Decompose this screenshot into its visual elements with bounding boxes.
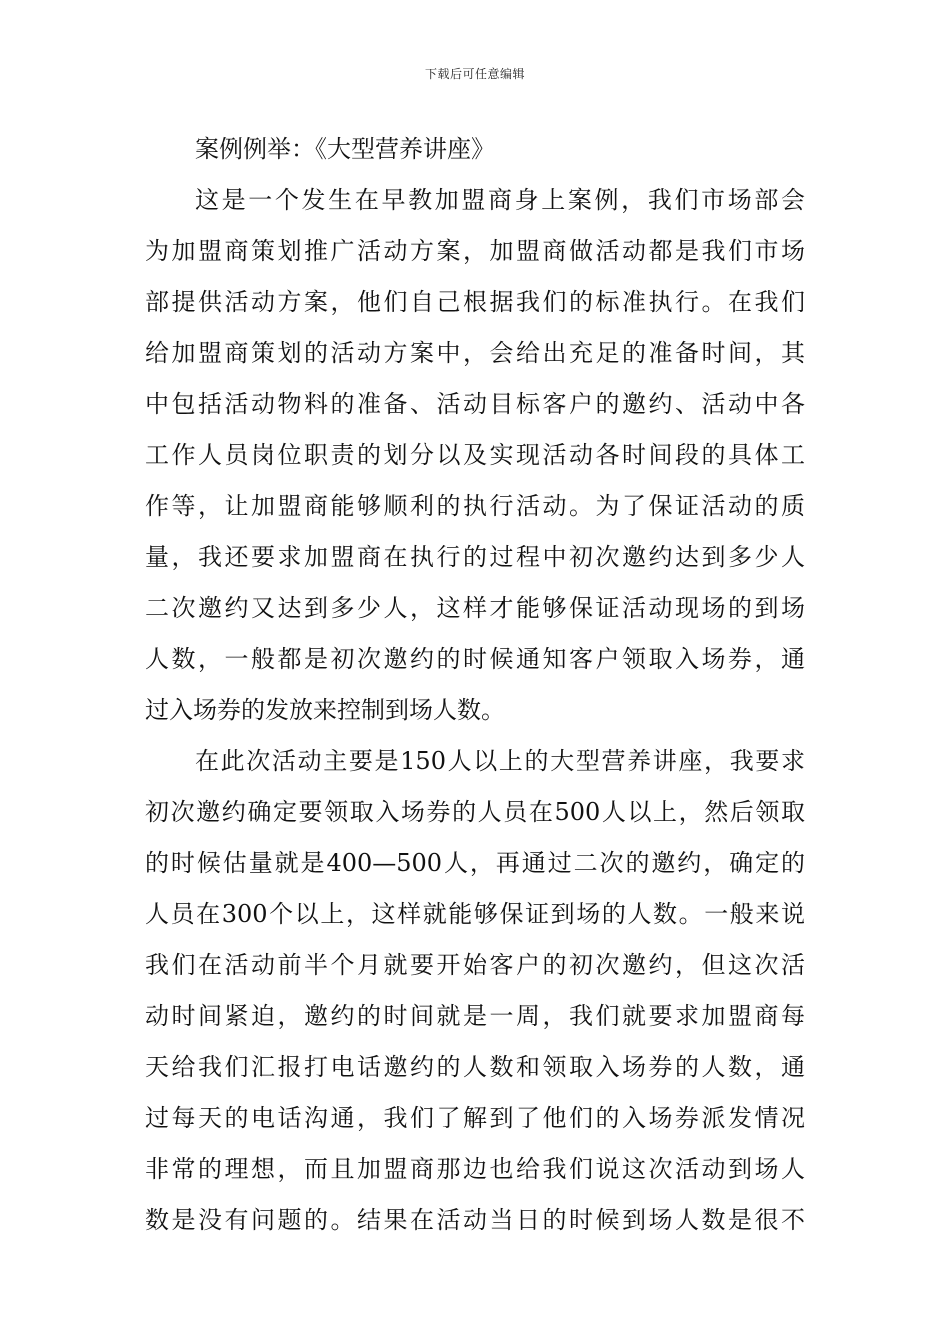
body-text-line: 过每天的电话沟通，我们了解到了他们的入场券派发情况 bbox=[145, 1104, 805, 1132]
document-body bbox=[145, 124, 805, 1246]
body-text-line: 天给我们汇报打电话邀约的人数和领取入场券的人数，通 bbox=[145, 1053, 805, 1081]
body-text-line: 工作人员岗位职责的划分以及实现活动各时间段的具体工 bbox=[145, 441, 805, 469]
body-text-line: 二次邀约又达到多少人，这样才能够保证活动现场的到场 bbox=[145, 594, 805, 622]
body-text-line: 初次邀约确定要领取入场券的人员在500人以上，然后领取 bbox=[145, 798, 805, 826]
body-text-line: 过入场券的发放来控制到场人数。 bbox=[145, 696, 505, 724]
body-text-line: 动时间紧迫，邀约的时间就是一周，我们就要求加盟商每 bbox=[145, 1002, 805, 1030]
section-heading: 案例例举：《大型营养讲座》 bbox=[195, 135, 495, 163]
body-text-line: 人员在300个以上，这样就能够保证到场的人数。一般来说 bbox=[145, 900, 805, 928]
body-text-line: 这是一个发生在早教加盟商身上案例，我们市场部会 bbox=[195, 186, 805, 214]
body-text-line: 为加盟商策划推广活动方案，加盟商做活动都是我们市场 bbox=[145, 237, 805, 265]
body-text-line: 在此次活动主要是150人以上的大型营养讲座，我要求 bbox=[195, 747, 805, 775]
body-text-line: 的时候估量就是400—500人，再通过二次的邀约，确定的 bbox=[145, 849, 805, 877]
body-text-line: 量，我还要求加盟商在执行的过程中初次邀约达到多少人 bbox=[145, 543, 805, 571]
body-text-line: 中包括活动物料的准备、活动目标客户的邀约、活动中各 bbox=[145, 390, 805, 418]
body-text-line: 人数，一般都是初次邀约的时候通知客户领取入场券，通 bbox=[145, 645, 805, 673]
body-text-line: 非常的理想，而且加盟商那边也给我们说这次活动到场人 bbox=[145, 1155, 805, 1183]
body-text-line: 给加盟商策划的活动方案中，会给出充足的准备时间，其 bbox=[145, 339, 805, 367]
body-text-line: 我们在活动前半个月就要开始客户的初次邀约，但这次活 bbox=[145, 951, 805, 979]
body-text-line: 数是没有问题的。结果在活动当日的时候到场人数是很不 bbox=[145, 1206, 805, 1234]
body-text-line: 作等，让加盟商能够顺利的执行活动。为了保证活动的质 bbox=[145, 492, 805, 520]
body-text-line: 部提供活动方案，他们自己根据我们的标准执行。在我们 bbox=[145, 288, 805, 316]
header-note: 下载后可任意编辑 bbox=[424, 67, 525, 81]
